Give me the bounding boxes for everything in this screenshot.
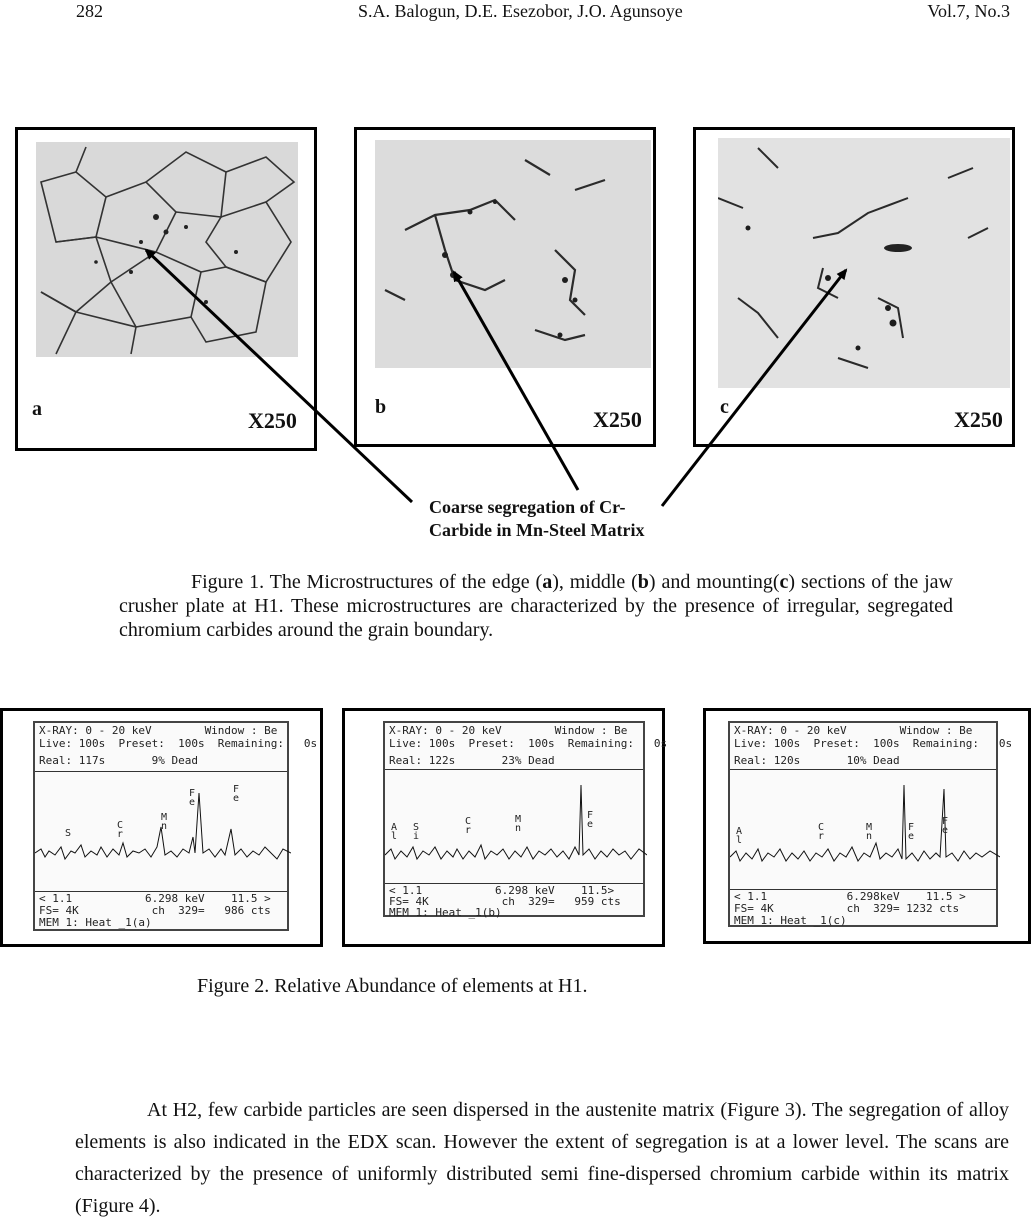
edx-panel-c	[703, 708, 1031, 944]
edx-a-foot2: FS= 4K ch 329= 986 cts	[39, 904, 271, 917]
peak-label: M n	[160, 812, 168, 832]
edx-b-line1: X-RAY: 0 - 20 keV Window : Be	[389, 724, 628, 737]
peak-label: M n	[865, 822, 873, 842]
callout-arrow-a	[146, 250, 412, 502]
peak-label: F e	[907, 822, 915, 842]
magnification-a: X250	[248, 408, 297, 433]
peak-label: S	[64, 828, 72, 839]
edx-spectrum-b	[383, 721, 668, 919]
edx-c-divider-top	[730, 769, 996, 770]
edx-b-foot2: FS= 4K ch 329= 959 cts	[389, 895, 621, 908]
peak-label: F e	[941, 816, 949, 836]
peak-label: C r	[116, 820, 124, 840]
figure-1-caption	[119, 570, 953, 644]
body-paragraph: At H2, few carbide particles are seen dispersed in the austenite matrix (Figure 3). The segregation of alloy elements is also indicated in the EDX scan. However the extent of segregation is at a lower level. The scans are characterized by the presence of uniformly distributed semi fine-dispersed chromium carbide within its matrix (Figure 4).	[75, 1099, 1009, 1217]
callout-arrow-b	[454, 272, 578, 490]
caption-text-1: Figure 1. The Microstructures of the edge (	[191, 571, 543, 593]
peak-label: A l	[735, 826, 743, 846]
edx-a-foot3: MEM 1: Heat _1(a)	[39, 916, 152, 929]
magnification-b: X250	[593, 407, 642, 432]
edx-c-line3: Real: 120s 10% Dead	[734, 754, 900, 767]
volume-label: Vol.7, No.3	[927, 1, 1010, 21]
caption-text-2: ), middle (	[552, 571, 638, 593]
callout-line-2: Carbide in Mn-Steel Matrix	[429, 520, 645, 540]
peak-label: M n	[514, 814, 522, 834]
edx-c-line1: X-RAY: 0 - 20 keV Window : Be	[734, 724, 973, 737]
edx-b-line2: Live: 100s Preset: 100s Remaining: 0s	[389, 737, 668, 750]
edx-a-line1: X-RAY: 0 - 20 keV Window : Be	[39, 724, 278, 737]
edx-spectrum-c	[728, 721, 1013, 927]
edx-b-line3: Real: 122s 23% Dead	[389, 754, 555, 767]
panel-letter-b: b	[375, 396, 387, 418]
peak-label: S i	[412, 822, 420, 842]
figure-2-caption: Figure 2. Relative Abundance of elements at H1.	[197, 975, 588, 997]
caption-text-4: ) sections of the jaw crusher plate at H1. These microstructures are characterized by the presence of irregular, segregated chromium carbides around the grain boundary.	[119, 571, 953, 641]
edx-b-divider-top	[385, 769, 643, 770]
running-authors: S.A. Balogun, D.E. Esezobor, J.O. Agunsoye	[358, 1, 683, 21]
edx-a-divider-top	[35, 771, 287, 772]
caption-bold-b: b	[637, 571, 649, 593]
callout-line-1: Coarse segregation of Cr-	[429, 497, 626, 517]
edx-spectrum-a	[33, 721, 318, 931]
caption-text-3: ) and mounting(	[648, 571, 780, 593]
edx-a-line3: Real: 117s 9% Dead	[39, 754, 198, 767]
peak-label: F e	[586, 810, 594, 830]
peak-label: A l	[390, 822, 398, 842]
callout-label	[429, 496, 644, 542]
panel-letter-a: a	[32, 398, 42, 420]
peak-label: C r	[817, 822, 825, 842]
edx-panel-a	[0, 708, 323, 947]
callout-arrow-c	[662, 270, 846, 506]
edx-panel-b	[342, 708, 668, 947]
edx-a-foot1: < 1.1 6.298 keV 11.5 >	[39, 892, 271, 905]
caption-bold-a: a	[542, 571, 553, 593]
edx-c-foot1: < 1.1 6.298keV 11.5 >	[734, 890, 966, 903]
peak-label: F e	[188, 788, 196, 808]
edx-c-foot2: FS= 4K ch 329= 1232 cts	[734, 902, 960, 915]
panel-letter-c: c	[720, 396, 729, 418]
magnification-c: X250	[954, 407, 1003, 432]
edx-b-foot3: MEM 1: Heat _1(b)	[389, 906, 502, 919]
peak-label: F e	[232, 784, 240, 804]
edx-c-line2: Live: 100s Preset: 100s Remaining: 0s	[734, 737, 1013, 750]
peak-label: C r	[464, 816, 472, 836]
caption-bold-c: c	[779, 571, 789, 593]
edx-c-foot3: MEM 1: Heat _1(c)	[734, 914, 847, 927]
page-number: 282	[76, 1, 103, 21]
edx-a-line2: Live: 100s Preset: 100s Remaining: 0s	[39, 737, 318, 750]
edx-b-foot1: < 1.1 6.298 keV 11.5>	[389, 884, 615, 897]
callout-arrows	[0, 0, 1031, 560]
